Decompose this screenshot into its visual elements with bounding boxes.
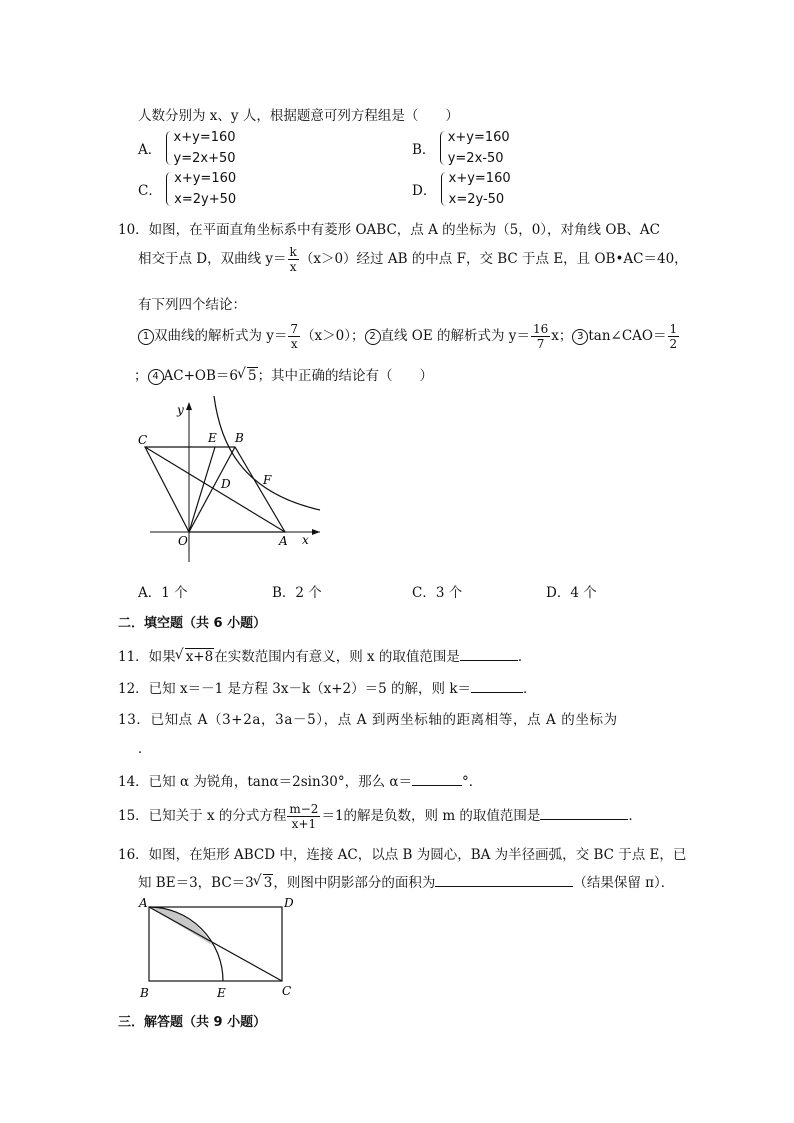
q10-line1: 10．如图，在平面直角坐标系中有菱形 OABC，点 A 的坐标为（5，0），对角线 OB、AC [118,222,660,238]
q15: 15．已知关于 x 的分式方程 $\frac{m-2}{x+1}$ ＝1的解是负数，则 m 的取值范围是 ． [118,802,642,831]
q16-line2: 知 BE＝3，BC＝3√ 3，则图中阴影部分的面积为 （结果保留 π）． [138,871,674,891]
q9-option-a[interactable]: A． x+y=160 y=2x+50 [138,130,236,166]
q10-line3: 有下列四个结论： [138,297,246,313]
q9-stem: 人数分别为 x、y 人，根据题意可列方程组是（ ） [138,108,459,124]
sqrt-5: √ 5 [247,367,258,384]
section-2-heading: 二．填空题（共 6 小题） [118,616,267,631]
q10-line2: 相交于点 D，双曲线 y＝ $\frac{k}{x}$ （x＞0）经过 AB 的中点 F，交 BC 于点 E，且 OB•AC＝40， [138,245,688,274]
diagonal-ac [149,907,282,981]
circled-number-1: 1 [138,329,154,345]
y-axis-arrow [186,402,192,410]
label-c: C [282,984,292,998]
fraction-m-2-over-x-1: $\frac{m-2}{x+1}$ [289,802,319,831]
label-c: C [138,433,148,447]
fraction-k-over-x: $\frac{k}{x}$ [289,245,297,274]
label-b: B [235,431,244,445]
q13-line1: 13．已知点 A（3+2a，3a－5），点 A 到两坐标轴的距离相等，点 A 的坐标为 [118,712,618,728]
q15-answer-blank[interactable] [540,807,628,820]
label-a: A [279,534,288,548]
q14: 14．已知 α 为锐角，tanα＝2sin30°，那么 α＝ °． [118,774,483,790]
sqrt-3: √ 3 [263,874,274,891]
q10-option-c[interactable]: C．3 个 [412,585,463,601]
label-a: A [139,896,148,910]
section-3-heading: 三．解答题（共 9 小题） [118,1015,267,1030]
q9-option-c[interactable]: C． x+y=160 x=2y+50 [138,171,237,207]
label-e: E [208,431,217,445]
q14-answer-blank[interactable] [412,773,462,786]
q16-line1: 16．如图，在矩形 ABCD 中，连接 AC，以点 B 为圆心，BA 为半径画弧，交 BC 于点 E，已 [118,847,687,863]
q13-line2: ． [138,741,152,757]
label-d: D [284,896,294,910]
label-x: x [302,533,309,547]
q10-option-b[interactable]: B．2 个 [272,585,322,601]
q12-answer-blank[interactable] [471,680,523,693]
q11: 11．如果√ x+8在实数范围内有意义，则 x 的取值范围是 ． [118,645,531,665]
label-b: B [140,986,149,1000]
hyperbola-curve [214,396,320,510]
sqrt-x-plus-8: √ x+8 [185,648,215,665]
q10-conclusions-line: 1 双曲线的解析式为 y＝ $\frac{7}{x}$ （x＞0）； 2 直线 OE 的解析式为 y＝ $\frac{16}{7}$ x； 3 tan∠CAO＝ $\frac{1}{2}$ [138,322,680,351]
q9-option-d[interactable]: D． x+y=160 x=2y-50 [412,171,511,207]
q16-answer-blank[interactable] [435,874,573,887]
q10-option-a[interactable]: A．1 个 [138,585,188,601]
line-oe [189,447,215,532]
circled-number-4: 4 [148,369,164,385]
label-f: F [263,473,272,487]
rectangle-arc-figure [135,893,300,1003]
circled-number-3: 3 [572,329,588,345]
q12: 12．已知 x＝－1 是方程 3x－k（x+2）＝5 的解，则 k＝ ． [118,681,537,697]
circled-number-2: 2 [365,329,381,345]
label-d: D [221,477,231,491]
x-axis-arrow [312,529,320,535]
q10-option-d[interactable]: D．4 个 [546,585,597,601]
rhombus-hyperbola-figure [130,392,330,564]
label-o: O [178,534,188,548]
q10-line5: ； 4 AC+OB＝6√ 5；其中正确的结论有（ ） [134,364,433,385]
label-y: y [177,403,184,417]
label-e: E [217,986,226,1000]
q11-answer-blank[interactable] [460,648,518,661]
q9-option-b[interactable]: B． x+y=160 y=2x-50 [412,130,510,166]
diagonal-ac [145,447,285,532]
